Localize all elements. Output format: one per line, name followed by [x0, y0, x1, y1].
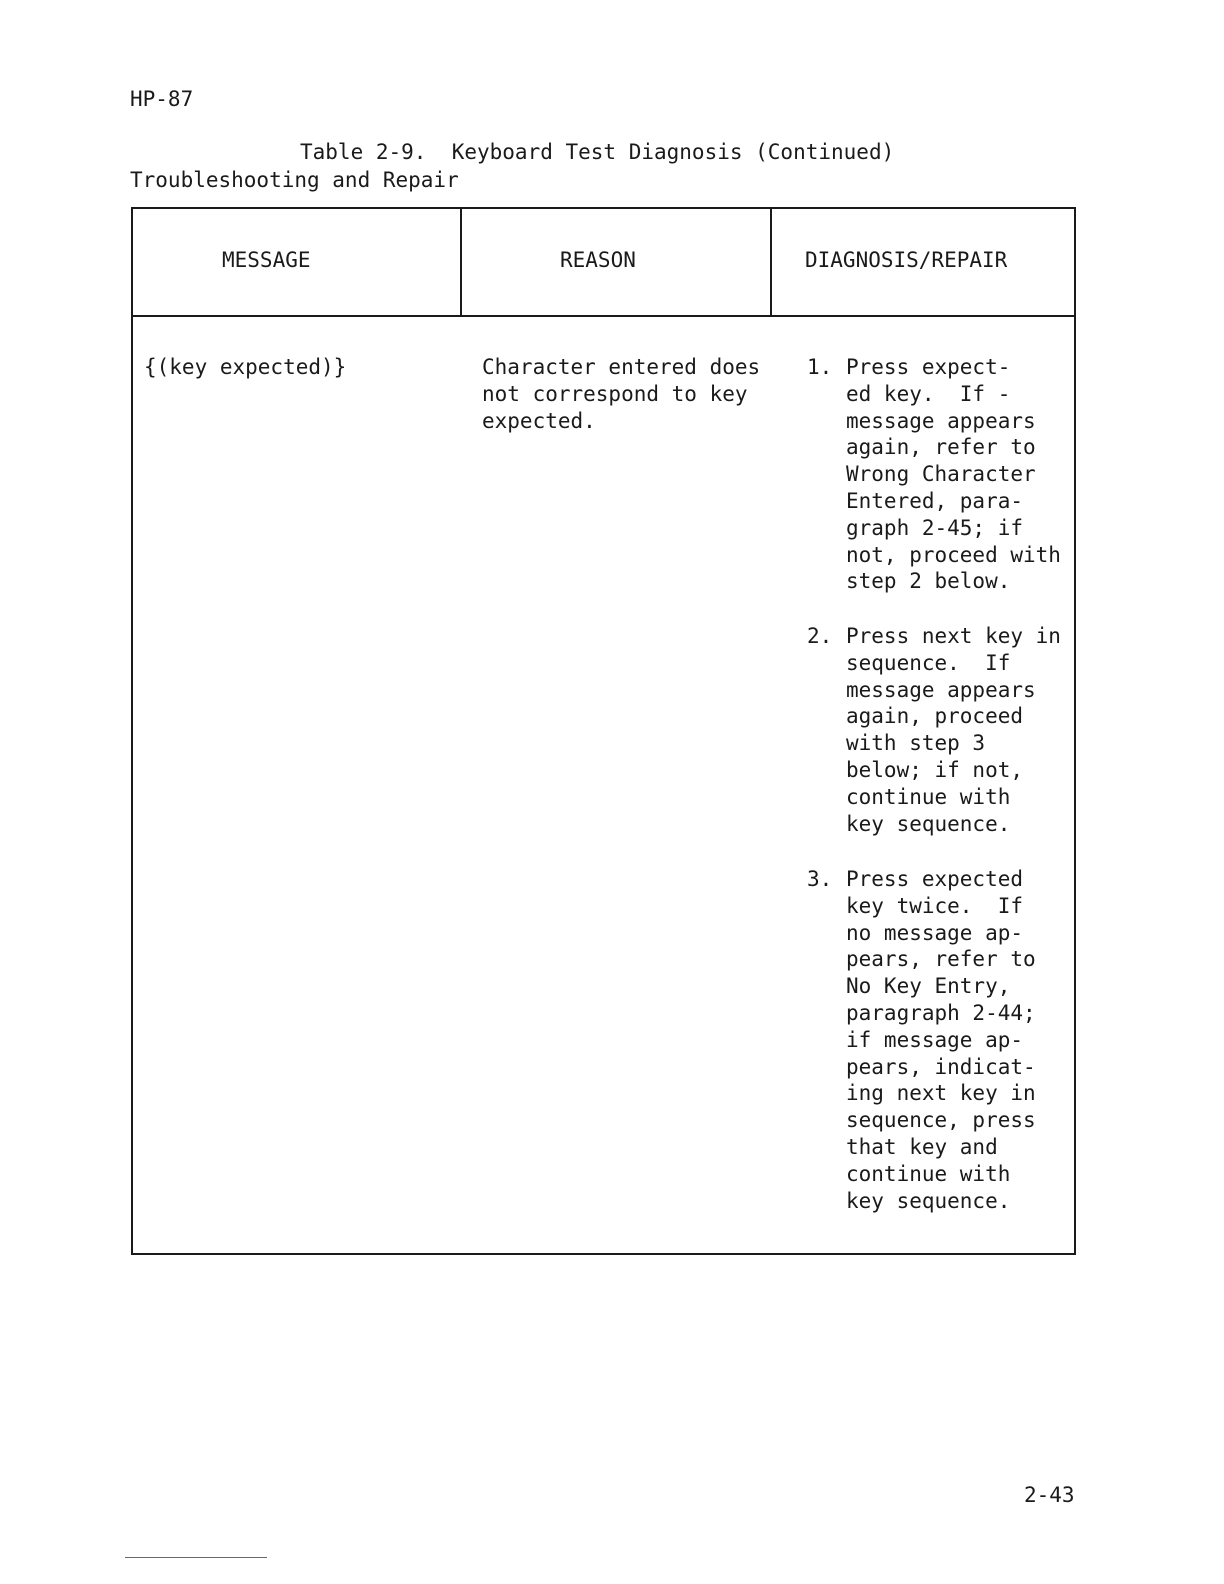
page-header: [130, 32, 459, 221]
page-number: 2-43: [1024, 1483, 1075, 1507]
message-cell: {(key expected)}: [144, 355, 347, 379]
step-number: 1.: [807, 355, 833, 379]
reason-cell: Character entered does not correspond to key expected.: [482, 355, 761, 433]
column-divider: [770, 209, 772, 317]
footer-rule: [125, 1557, 267, 1558]
table-header-row: [133, 209, 1074, 317]
step-text: Press expected key twice. If no message ap- pears, refer to No Key Entry, paragraph 2-44; if message ap- pears, indicat- ing next key in sequence, press that key and continue with key sequence.: [846, 867, 1036, 1213]
step-number: 2.: [807, 624, 833, 648]
step-text: Press expect- ed key. If - message appears again, refer to Wrong Character Entered, para- graph 2-45; if not, proceed with step 2 below.: [846, 355, 1061, 594]
table-title: Table 2-9. Keyboard Test Diagnosis (Continued): [300, 140, 895, 164]
keyboard-test-diagnosis-table: [131, 207, 1076, 1255]
column-divider: [460, 209, 462, 317]
column-header-message: MESSAGE: [222, 248, 311, 272]
step-number: 3.: [807, 867, 833, 891]
header-model: HP-87: [130, 87, 194, 111]
step-text: Press next key in sequence. If message appears again, proceed with step 3 below; if not, continue with key sequence.: [846, 624, 1061, 836]
column-header-reason: REASON: [560, 248, 636, 272]
header-section: Troubleshooting and Repair: [130, 168, 459, 192]
column-header-diagnosis-repair: DIAGNOSIS/REPAIR: [805, 248, 1008, 272]
